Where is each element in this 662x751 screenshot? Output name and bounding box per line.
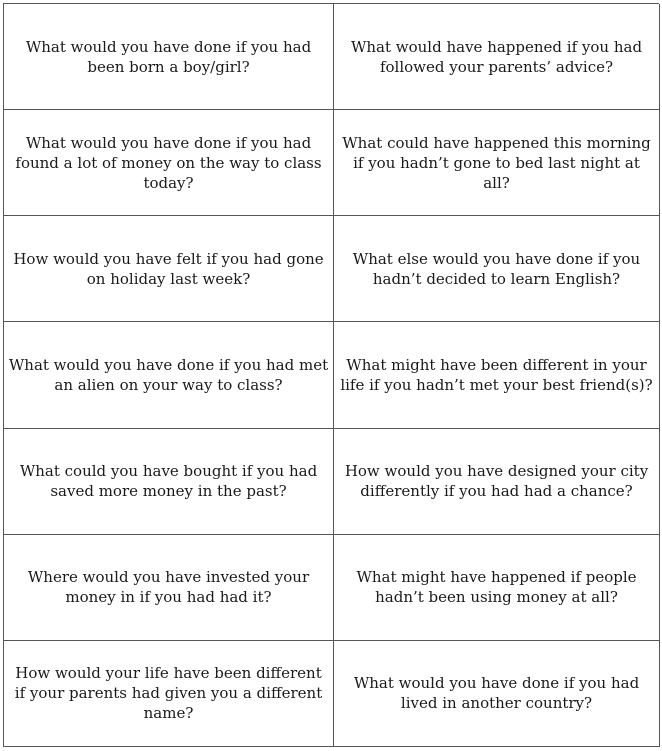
question-text: What would you have done if you had met an alien on your way to class? xyxy=(8,355,329,394)
question-card xyxy=(334,110,660,216)
question-card xyxy=(4,216,334,322)
question-text: What would you have done if you had lived in another country? xyxy=(353,674,640,713)
question-card xyxy=(4,322,334,428)
question-card xyxy=(334,4,660,110)
question-text: What would you have done if you had found a lot of money on the way to class today? xyxy=(15,133,322,192)
question-card xyxy=(4,641,334,747)
question-text: Where would you have invested your money in if you had had it? xyxy=(27,568,310,607)
question-card xyxy=(334,535,660,641)
question-text: What would have happened if you had followed your parents’ advice? xyxy=(350,37,643,76)
question-text: What else would you have done if you hadn’t decided to learn English? xyxy=(352,249,641,288)
question-card xyxy=(4,4,334,110)
question-text: What could have happened this morning if you hadn’t gone to bed last night at all? xyxy=(342,133,651,192)
question-card xyxy=(334,429,660,535)
question-text: What could you have bought if you had saved more money in the past? xyxy=(19,462,318,501)
question-card xyxy=(4,110,334,216)
question-card xyxy=(4,429,334,535)
question-text: What might have been different in your life if you hadn’t met your best friend(s)? xyxy=(340,355,653,394)
question-card xyxy=(334,322,660,428)
question-card-grid xyxy=(3,3,659,747)
question-card xyxy=(334,641,660,747)
question-text: What would you have done if you had been born a boy/girl? xyxy=(25,37,312,76)
question-card xyxy=(4,535,334,641)
question-text: How would your life have been different if your parents had given you a different name? xyxy=(14,664,323,723)
question-text: What might have happened if people hadn’t been using money at all? xyxy=(356,568,637,607)
question-text: How would you have designed your city differently if you had had a chance? xyxy=(344,462,649,501)
question-card xyxy=(334,216,660,322)
question-text: How would you have felt if you had gone on holiday last week? xyxy=(13,249,324,288)
